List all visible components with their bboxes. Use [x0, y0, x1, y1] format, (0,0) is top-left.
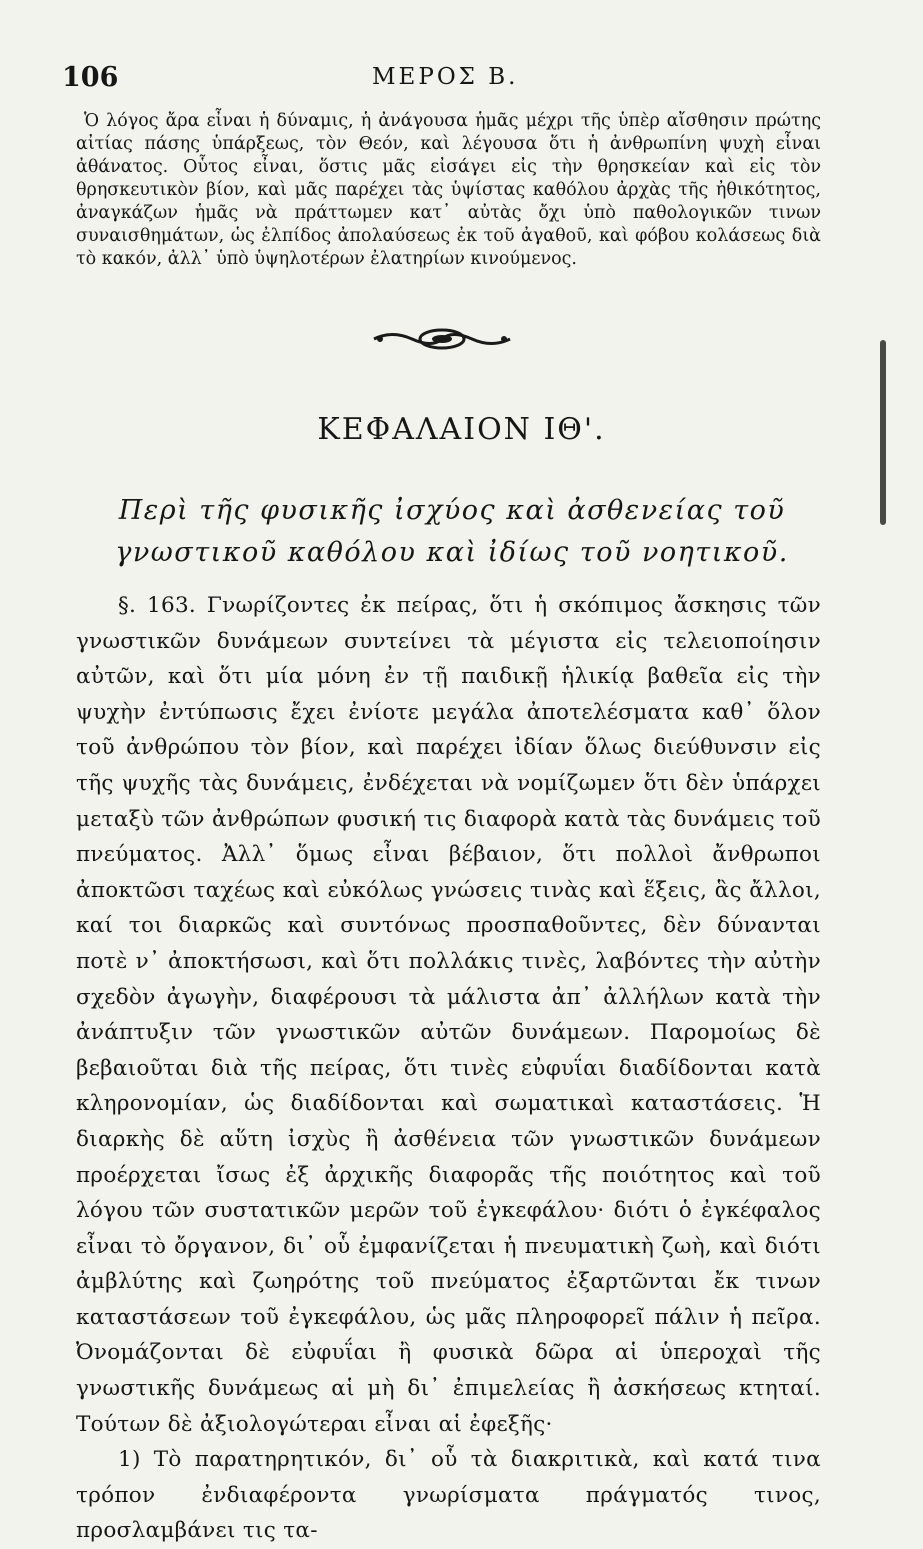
page-header [62, 62, 822, 98]
ornament-divider [372, 326, 512, 352]
section-number: §. 163. [118, 593, 197, 618]
page-number: 106 [62, 62, 119, 93]
intro-paragraph: Ὁ λόγος ἄρα εἶναι ἡ δύναμις, ἡ ἀνάγουσα ἡμᾶς μέχρι τῆς ὑπὲρ αἴσθησιν πρώτης αἰτίας πάσης ὑπάρξεως, τὸν Θεόν, καὶ λέγουσα ὅτι ἡ ἀνθρωπίνη ψυχὴ εἶναι ἀθάνατος. Οὗτος εἶναι, ὅστις μᾶς εἰσάγει εἰς τὴν θρησκείαν καὶ εἰς τὸν θρησκευτικὸν βίον, καὶ μᾶς παρέχει τὰς ὑψίστας καθόλου ἀρχὰς τῆς ἠθικότητος, ἀναγκάζων ἡμᾶς νὰ πράττωμεν κατ᾽ αὐτὰς ὄχι ὑπὸ παθολογικῶν τινων συναισθημάτων, ὡς ἐλπίδος ἀπολαύσεως ἐκ τοῦ ἀγαθοῦ, καὶ φόβου κολάσεως διὰ τὸ κακόν, ἀλλ᾽ ὑπὸ ὑψηλοτέρων ἐλατηρίων κινούμενος. [76, 111, 821, 269]
main-text [76, 588, 821, 1549]
running-head: ΜΕΡΟΣ Β. [372, 64, 519, 90]
main-paragraph [76, 588, 821, 1442]
section-title: Περὶ τῆς φυσικῆς ἰσχύος καὶ ἀσθενείας τοῦ γνωστικοῦ καθόλου καὶ ἰδίως τοῦ νοητικοῦ. [115, 495, 789, 568]
margin-pencil-mark [880, 340, 886, 525]
list-item-1: 1) Τὸ παρατηρητικόν, δι᾽ οὗ τὰ διακριτικὰ, καὶ κατά τινα τρόπον ἐνδιαφέροντα γνωρίσματα πράγματός τινος, προσλαμβάνει τις τα- [76, 1447, 821, 1544]
chapter-title: ΚΕΦΑΛΑΙΟΝ ΙΘ'. [317, 412, 606, 447]
main-paragraph-text: Γνωρίζοντες ἐκ πείρας, ὅτι ἡ σκόπιμος ἄσκησις τῶν γνωστικῶν δυνάμεων συντείνει τὰ μέγιστα εἰς τελειοποίησιν αὐτῶν, καὶ ὅτι μία μόνη ἐν τῇ παιδικῇ ἡλικίᾳ βαθεῖα εἰς τὴν ψυχὴν ἐντύπωσις ἔχει ἐνίοτε μεγάλα ἀποτελέσματα καθ᾽ ὅλον τοῦ ἀνθρώπου τὸν βίον, καὶ παρέχει ἰδίαν ὅλως διεύθυνσιν εἰς τῆς ψυχῆς τὰς δυνάμεις, ἐνδέχεται νὰ νομίζωμεν ὅτι δὲν ὑπάρχει μεταξὺ τῶν ἀνθρώπων φυσική τις διαφορὰ κατὰ τὰς δυνάμεις τοῦ πνεύματος. Ἀλλ᾽ ὅμως εἶναι βέβαιον, ὅτι πολλοὶ ἄνθρωποι ἀποκτῶσι ταχέως καὶ εὐκόλως γνώσεις τινὰς καὶ ἕξεις, ἃς ἄλλοι, καί τοι διαρκῶς καὶ συντόνως προσπαθοῦντες, δὲν δύνανται ποτὲ ν᾽ ἀποκτήσωσι, καὶ ὅτι πολλάκις τινὲς, λαβόντες τὴν αὐτὴν σχεδὸν ἀγωγὴν, διαφέρουσι τὰ μάλιστα ἀπ᾽ ἀλλήλων κατὰ τὴν ἀνάπτυξιν τῶν γνωστικῶν αὐτῶν δυνάμεων. Παρομοίως δὲ βεβαιοῦται διὰ τῆς πείρας, ὅτι τινὲς εὐφυΐαι διαδίδονται κατὰ κληρονομίαν, ὡς διαδίδονται καὶ σωματικαὶ καταστάσεις. Ἡ διαρκὴς δὲ αὕτη ἰσχὺς ἢ ἀσθένεια τῶν γνωστικῶν δυνάμεων προέρχεται ἴσως ἐξ ἀρχικῆς διαφορᾶς τῆς ποιότητος καὶ τοῦ λόγου τῶν συστατικῶν μερῶν τοῦ ἐγκεφάλου· διότι ὁ ἐγκέφαλος εἶναι τὸ ὄργανον, δι᾽ οὗ ἐμφανίζεται ἡ πνευματικὴ ζωὴ, καὶ διότι ἀμβλύτης καὶ ζωηρότης τοῦ πνεύματος ἐξαρτῶνται ἔκ τινων καταστάσεων τοῦ ἐγκεφάλου, ὡς μᾶς πληροφορεῖ πάλιν ἡ πεῖρα. Ὀνομάζονται δὲ εὐφυΐαι ἢ φυσικὰ δῶρα αἱ ὑπεροχαὶ τῆς γνωστικῆς δυνάμεως αἱ μὴ δι᾽ ἐπιμελείας ἢ ἀσκήσεως κτηταί. Τούτων δὲ ἀξιολογώτεραι εἶναι αἱ ἐφεξῆς· [76, 593, 822, 1437]
